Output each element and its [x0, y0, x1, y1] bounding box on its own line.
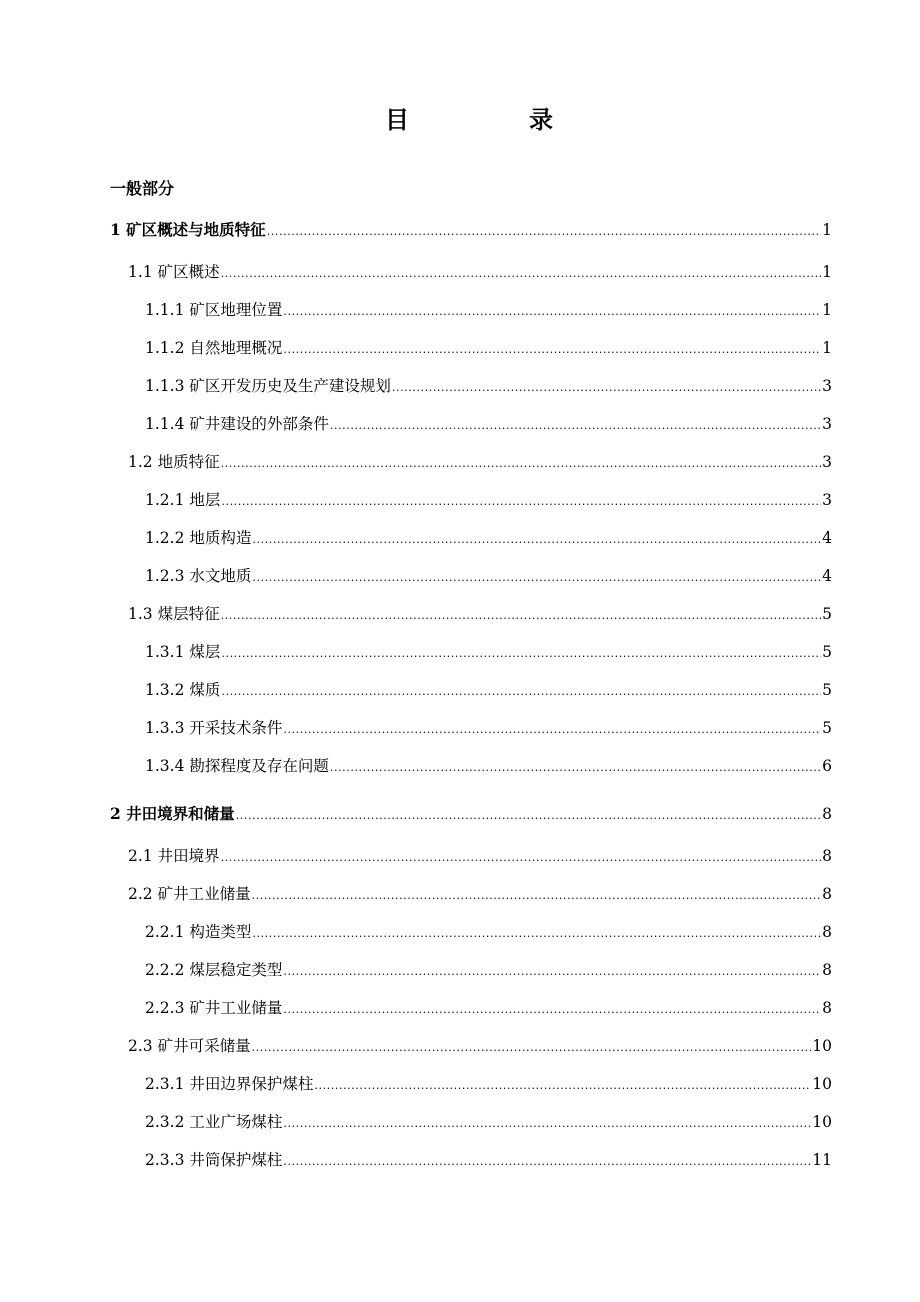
dot-leader — [283, 1149, 811, 1173]
dot-leader — [236, 803, 821, 827]
dot-leader — [283, 337, 821, 361]
toc-entry-title: 1.2.3 水文地质 — [145, 567, 252, 585]
toc-entry-page-number: 5 — [822, 681, 832, 699]
toc-entry-title: 2.2.1 构造类型 — [145, 923, 252, 941]
toc-entry-page-number: 6 — [822, 757, 832, 775]
toc-entry-page-number: 1 — [822, 263, 832, 281]
toc-entry-page-number: 8 — [822, 885, 832, 903]
toc-entry[interactable] — [145, 1149, 832, 1173]
toc-entry-title: 1.1.3 矿区开发历史及生产建设规划 — [145, 377, 391, 395]
dot-leader — [283, 997, 821, 1021]
toc-entry[interactable] — [145, 755, 832, 779]
toc-entry-page-number: 10 — [812, 1075, 832, 1093]
toc-entry-page-number: 10 — [812, 1113, 832, 1131]
toc-entry-title: 1.1.1 矿区地理位置 — [145, 301, 283, 319]
toc-entry-page-number: 5 — [822, 605, 832, 623]
toc-entry[interactable] — [110, 803, 832, 827]
dot-leader — [314, 1073, 811, 1097]
toc-entry[interactable] — [128, 603, 832, 627]
toc-entry-page-number: 8 — [822, 805, 832, 823]
toc-entry[interactable] — [145, 527, 832, 551]
toc-entry-title: 1 矿区概述与地质特征 — [110, 220, 266, 239]
toc-entry-page-number: 8 — [822, 923, 832, 941]
toc-entry-title: 1.3.2 煤质 — [145, 681, 221, 699]
toc-entry-title: 1.2.2 地质构造 — [145, 529, 252, 547]
toc-entry-title: 2 井田境界和储量 — [110, 804, 235, 823]
dot-leader — [330, 755, 821, 779]
dot-leader — [283, 717, 821, 741]
toc-entry-title: 1.3.3 开采技术条件 — [145, 719, 283, 737]
toc-entry-page-number: 3 — [822, 377, 832, 395]
toc-entry-page-number: 8 — [822, 961, 832, 979]
dot-leader — [283, 299, 821, 323]
toc-entry-title: 2.2.2 煤层稳定类型 — [145, 961, 283, 979]
dot-leader — [252, 565, 821, 589]
toc-entry[interactable] — [145, 489, 832, 513]
toc-entry[interactable] — [145, 921, 832, 945]
toc-entry[interactable] — [145, 413, 832, 437]
toc-entry-page-number: 4 — [822, 529, 832, 547]
dot-leader — [221, 451, 822, 475]
toc-entry[interactable] — [145, 959, 832, 983]
dot-leader — [221, 641, 821, 665]
dot-leader — [221, 261, 822, 285]
toc-entry[interactable] — [145, 1073, 832, 1097]
toc-entry-title: 1.1.4 矿井建设的外部条件 — [145, 415, 329, 433]
toc-entry-title: 2.3.1 井田边界保护煤柱 — [145, 1075, 314, 1093]
toc-entry-title: 2.2.3 矿井工业储量 — [145, 999, 283, 1017]
toc-entry[interactable] — [128, 451, 832, 475]
toc-entry[interactable] — [145, 375, 832, 399]
toc-entry-page-number: 3 — [822, 491, 832, 509]
toc-entry-page-number: 5 — [822, 643, 832, 661]
dot-leader — [283, 1111, 811, 1135]
toc-entry-page-number: 4 — [822, 567, 832, 585]
dot-leader — [252, 1035, 812, 1059]
toc-entry-title: 1.2 地质特征 — [128, 453, 220, 471]
toc-entry[interactable] — [145, 1111, 832, 1135]
toc-entry-page-number: 3 — [822, 415, 832, 433]
dot-leader — [252, 883, 822, 907]
dot-leader — [283, 959, 821, 983]
toc-entry-page-number: 1 — [822, 221, 832, 239]
toc-entry-title: 1.1 矿区概述 — [128, 263, 220, 281]
toc-entry-page-number: 1 — [822, 301, 832, 319]
toc-entry-page-number: 8 — [822, 847, 832, 865]
dot-leader — [252, 921, 821, 945]
dot-leader — [221, 603, 822, 627]
toc-entry-page-number: 3 — [822, 453, 832, 471]
toc-entry[interactable] — [145, 299, 832, 323]
dot-leader — [221, 679, 821, 703]
toc-entry-title: 1.2.1 地层 — [145, 491, 221, 509]
toc-entry-page-number: 8 — [822, 999, 832, 1017]
toc-entry[interactable] — [145, 337, 832, 361]
toc-entry-title: 1.3.4 勘探程度及存在问题 — [145, 757, 329, 775]
toc-entry[interactable] — [128, 845, 832, 869]
toc-entry-title: 1.3 煤层特征 — [128, 605, 220, 623]
dot-leader — [330, 413, 821, 437]
toc-entry[interactable] — [145, 679, 832, 703]
dot-leader — [221, 489, 821, 513]
toc-entry[interactable] — [128, 1035, 832, 1059]
toc-entry[interactable] — [145, 641, 832, 665]
toc-entry-title: 2.3.2 工业广场煤柱 — [145, 1113, 283, 1131]
toc-entry-title: 2.1 井田境界 — [128, 847, 220, 865]
toc-entry[interactable] — [145, 997, 832, 1021]
toc-entry-title: 1.1.2 自然地理概况 — [145, 339, 283, 357]
toc-entry-page-number: 5 — [822, 719, 832, 737]
toc-entry[interactable] — [128, 883, 832, 907]
toc-entry[interactable] — [128, 261, 832, 285]
section-heading: 一般部分 — [110, 179, 175, 198]
toc-entry-page-number: 1 — [822, 339, 832, 357]
toc-entry-title: 2.3.3 井筒保护煤柱 — [145, 1151, 283, 1169]
toc-entry[interactable] — [110, 219, 832, 243]
page-title: 目 录 — [385, 105, 601, 134]
toc-entry[interactable] — [145, 717, 832, 741]
dot-leader — [267, 219, 821, 243]
toc-entry-title: 2.3 矿井可采储量 — [128, 1037, 251, 1055]
dot-leader — [252, 527, 821, 551]
toc-entry-title: 1.3.1 煤层 — [145, 643, 221, 661]
toc-entry-title: 2.2 矿井工业储量 — [128, 885, 251, 903]
toc-entry-page-number: 10 — [812, 1037, 832, 1055]
dot-leader — [392, 375, 821, 399]
toc-entry[interactable] — [145, 565, 832, 589]
toc-entry-page-number: 11 — [812, 1151, 832, 1169]
dot-leader — [221, 845, 822, 869]
